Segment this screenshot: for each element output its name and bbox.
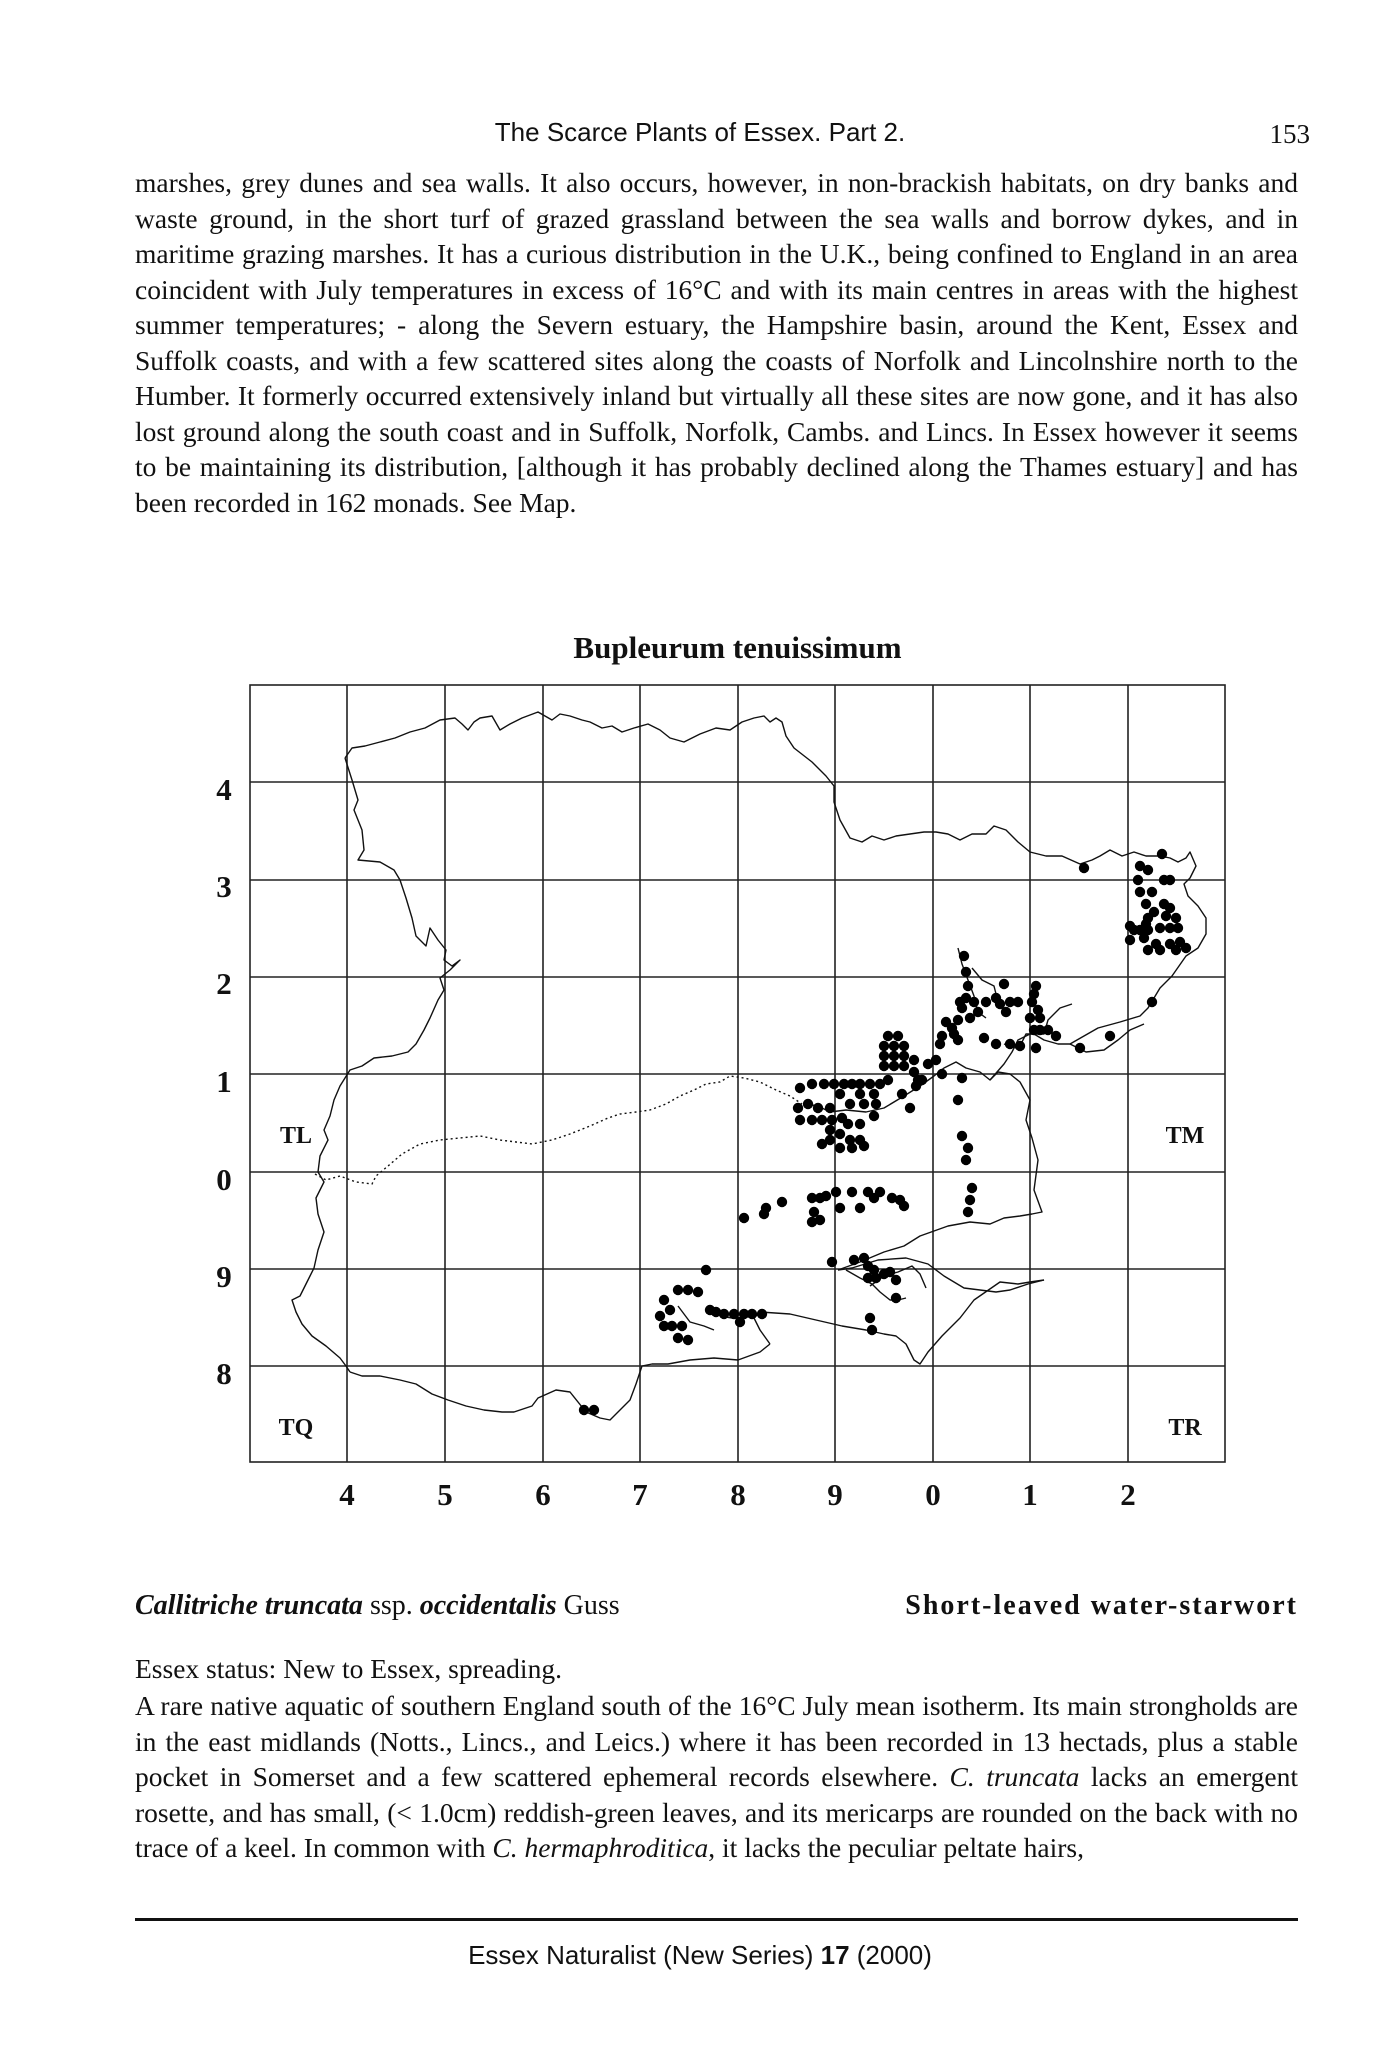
second-paragraph [135,1688,1298,1866]
record-dot [665,1305,675,1315]
record-dot [1005,1039,1015,1049]
record-dot [1035,1013,1045,1023]
record-dot [1181,943,1191,953]
grid-square-label-tr: TR [1168,1415,1202,1441]
record-dot [803,1099,813,1109]
record-dot [817,1115,827,1125]
footer-volume: 17 [820,1940,850,1970]
running-header: The Scarce Plants of Essex. Part 2. [494,117,906,147]
record-dot [981,997,991,1007]
record-dot [759,1209,769,1219]
record-dot [1155,945,1165,955]
record-dot [1075,1043,1085,1053]
record-dot [673,1333,683,1343]
record-dot [963,1207,973,1217]
record-dot [1155,923,1165,933]
record-dot [957,1131,967,1141]
footer [0,1940,1400,1971]
record-dot [879,1041,889,1051]
record-dot [683,1285,693,1295]
record-dot [659,1295,669,1305]
record-dot [871,1099,881,1109]
y-axis-label: 4 [216,772,232,807]
county-boundary-west [292,758,460,1372]
y-axis-label: 1 [216,1064,232,1099]
record-dot [869,1111,879,1121]
record-dot [693,1287,703,1297]
record-dot [1025,1013,1035,1023]
record-dot [849,1255,859,1265]
y-axis-label: 3 [216,869,232,904]
second-paragraph-text-2: lacks an emergent rosette, and has small, (< 1.0cm) reddish-green leaves, and its mericarps are rounded on the back with no trace of a keel. In common with [135,1761,1298,1863]
page-number: 153 [1269,119,1310,149]
record-dot [807,1079,817,1089]
x-axis-label: 0 [925,1477,941,1512]
x-axis-label: 7 [632,1477,648,1512]
record-dot [991,1039,1001,1049]
x-axis-label: 9 [827,1477,843,1512]
record-dot [937,1069,947,1079]
record-dot [969,997,979,1007]
grid-square-label-tq: TQ [278,1415,314,1441]
record-dots [579,849,1191,1415]
record-dot [815,1215,825,1225]
record-dot [859,1099,869,1109]
map-grid [250,685,1225,1462]
record-dot [1125,921,1135,931]
y-axis-label: 9 [216,1259,232,1294]
author-name: Guss [563,1590,620,1621]
record-dot [1031,1043,1041,1053]
record-dot [855,1203,865,1213]
record-dot [1139,933,1149,943]
record-dot [905,1103,915,1113]
record-dot [865,1313,875,1323]
record-dot [863,1273,873,1283]
ssp-text: ssp. [369,1590,413,1621]
record-dot [835,1143,845,1153]
x-axis-label: 5 [437,1477,453,1512]
record-dot [1147,997,1157,1007]
record-dot [819,1079,829,1089]
record-dot [589,1405,599,1415]
record-dot [735,1317,745,1327]
record-dot [889,1061,899,1071]
record-dot [961,967,971,977]
record-dot [1171,913,1181,923]
record-dot [867,1325,877,1335]
map-title: Bupleurum tenuissimum [573,630,902,665]
record-dot [899,1041,909,1051]
record-dot [1051,1031,1061,1041]
record-dot [953,1095,963,1105]
record-dot [879,1061,889,1071]
scientific-name: Callitriche truncata [135,1590,363,1621]
record-dot [963,1143,973,1153]
record-dot [747,1309,757,1319]
record-dot [931,1055,941,1065]
grid-square-label-tm: TM [1165,1123,1205,1149]
record-dot [673,1285,683,1295]
record-dot [1173,923,1183,933]
record-dot [827,1257,837,1267]
record-dot [893,1031,903,1041]
record-dot [1133,875,1143,885]
y-axis-label: 0 [216,1162,232,1197]
record-dot [889,1041,899,1051]
record-dot [1147,887,1157,897]
record-dot [827,1115,837,1125]
record-dot [677,1321,687,1331]
record-dot [835,1203,845,1213]
record-dot [1149,907,1159,917]
record-dot [897,1089,907,1099]
record-dot [891,1293,901,1303]
county-boundary-south [350,1344,770,1420]
record-dot [847,1143,857,1153]
record-dot [957,1003,967,1013]
record-dot [899,1201,909,1211]
record-dot [865,1079,875,1089]
record-dot [869,1193,879,1203]
record-dot [777,1197,787,1207]
record-dot [965,1195,975,1205]
status-line: Essex status: New to Essex, spreading. [135,1653,562,1684]
record-dot [899,1061,909,1071]
record-dot [1013,997,1023,1007]
italic-taxon-2: C. hermaphroditica [492,1832,709,1863]
record-dot [967,1183,977,1193]
record-dot [891,1275,901,1285]
record-dot [719,1309,729,1319]
record-dot [1001,1007,1011,1017]
subspecies-name: occidentalis [419,1590,557,1621]
record-dot [1165,875,1175,885]
second-paragraph-text-3: , it lacks the peculiar peltate hairs, [708,1832,1084,1863]
record-dot [795,1083,805,1093]
record-dot [1157,849,1167,859]
record-dot [1125,935,1135,945]
record-dot [949,1029,959,1039]
x-axis-label: 8 [730,1477,746,1512]
record-dot [1015,1041,1025,1051]
footer-year: (2000) [856,1940,932,1970]
record-dot [961,1155,971,1165]
record-dot [579,1405,589,1415]
grid-square-label-tl: TL [279,1123,313,1149]
record-dot [739,1213,749,1223]
record-dot [1171,945,1181,955]
record-dot [1079,863,1089,873]
record-dot [913,1075,923,1085]
record-dot [843,1119,853,1129]
record-dot [859,1141,869,1151]
record-dot [655,1311,665,1321]
second-paragraph-text-1: A rare native aquatic of southern England south of the 16°C July mean isotherm. Its main strongholds are in the east midlands (Notts., Lincs., and Leics.) where it has been recorded in 13 hectads, plus a stable pocket in Somerset and a few scattered ephemeral records elsewhere. [135,1690,1298,1792]
record-dot [1141,899,1151,909]
species-heading [135,1590,1298,1622]
district-boundary-dotted [315,1076,802,1184]
record-dot [845,1099,855,1109]
record-dot [807,1115,817,1125]
record-dot [855,1119,865,1129]
record-dot [757,1309,767,1319]
record-dot [869,1089,879,1099]
record-dot [835,1129,845,1139]
record-dot [1161,911,1171,921]
record-dot [883,1075,893,1085]
record-dot [959,951,969,961]
record-dot [941,1017,951,1027]
record-dot [999,979,1009,989]
thames-estuary-north [754,1280,1044,1364]
record-dot [835,1089,845,1099]
record-dot [1141,919,1151,929]
record-dot [935,1039,945,1049]
x-axis-label: 6 [535,1477,551,1512]
x-axis-label: 4 [339,1477,355,1512]
record-dot [883,1031,893,1041]
record-dot [1143,945,1153,955]
record-dot [979,1033,989,1043]
record-dot [847,1187,857,1197]
record-dot [793,1103,803,1113]
map-labels [216,772,1204,1512]
record-dot [855,1089,865,1099]
record-dot [701,1265,711,1275]
common-name: Short-leaved water-starwort [905,1590,1298,1621]
record-dot [957,1073,967,1083]
record-dot [909,1055,919,1065]
x-axis-label: 1 [1022,1477,1038,1512]
record-dot [889,1051,899,1061]
footer-journal: Essex Naturalist (New Series) [468,1940,814,1970]
record-dot [831,1187,841,1197]
record-dot [813,1103,823,1113]
italic-taxon-1: C. truncata [949,1761,1080,1792]
record-dot [667,1321,677,1331]
record-dot [1105,1031,1115,1041]
y-axis-label: 8 [216,1356,232,1391]
intro-paragraph: marshes, grey dunes and sea walls. It also occurs, however, in non-brackish habitats, on dry banks and waste ground, in the short turf of grazed grassland between the sea walls and borrow dykes, and in maritime grazing marshes. It has a curious distribution in the U.K., being confined to England in an area coincident with July temperatures in excess of 16°C and with its main centres in areas with the highest summer temperatures; - along the Severn estuary, the Hampshire basin, around the Kent, Essex and Suffolk coasts, and with a few scattered sites along the coasts of Norfolk and Lincolnshire north to the Humber. It formerly occurred extensively inland but virtually all these sites are now gone, and it has also lost ground along the south coast and in Suffolk, Norfolk, Cambs. and Lincs. In Essex however it seems to be maintaining its distribution, [although it has probably declined along the Thames estuary] and has been recorded in 162 monads. See Map. [135,167,1298,518]
record-dot [899,1051,909,1061]
record-dot [683,1335,693,1345]
record-dot [825,1103,835,1113]
record-dot [825,1125,835,1135]
record-dot [879,1051,889,1061]
y-axis-label: 2 [216,966,232,1001]
record-dot [817,1139,827,1149]
record-dot [821,1191,831,1201]
record-dot [855,1079,865,1089]
record-dot [795,1115,805,1125]
footer-rule [135,1918,1298,1921]
record-dot [1143,865,1153,875]
record-dot [965,1013,975,1023]
record-dot [829,1079,839,1089]
record-dot [963,981,973,991]
record-dot [1135,887,1145,897]
x-axis-label: 2 [1120,1477,1136,1512]
record-dot [1031,981,1041,991]
